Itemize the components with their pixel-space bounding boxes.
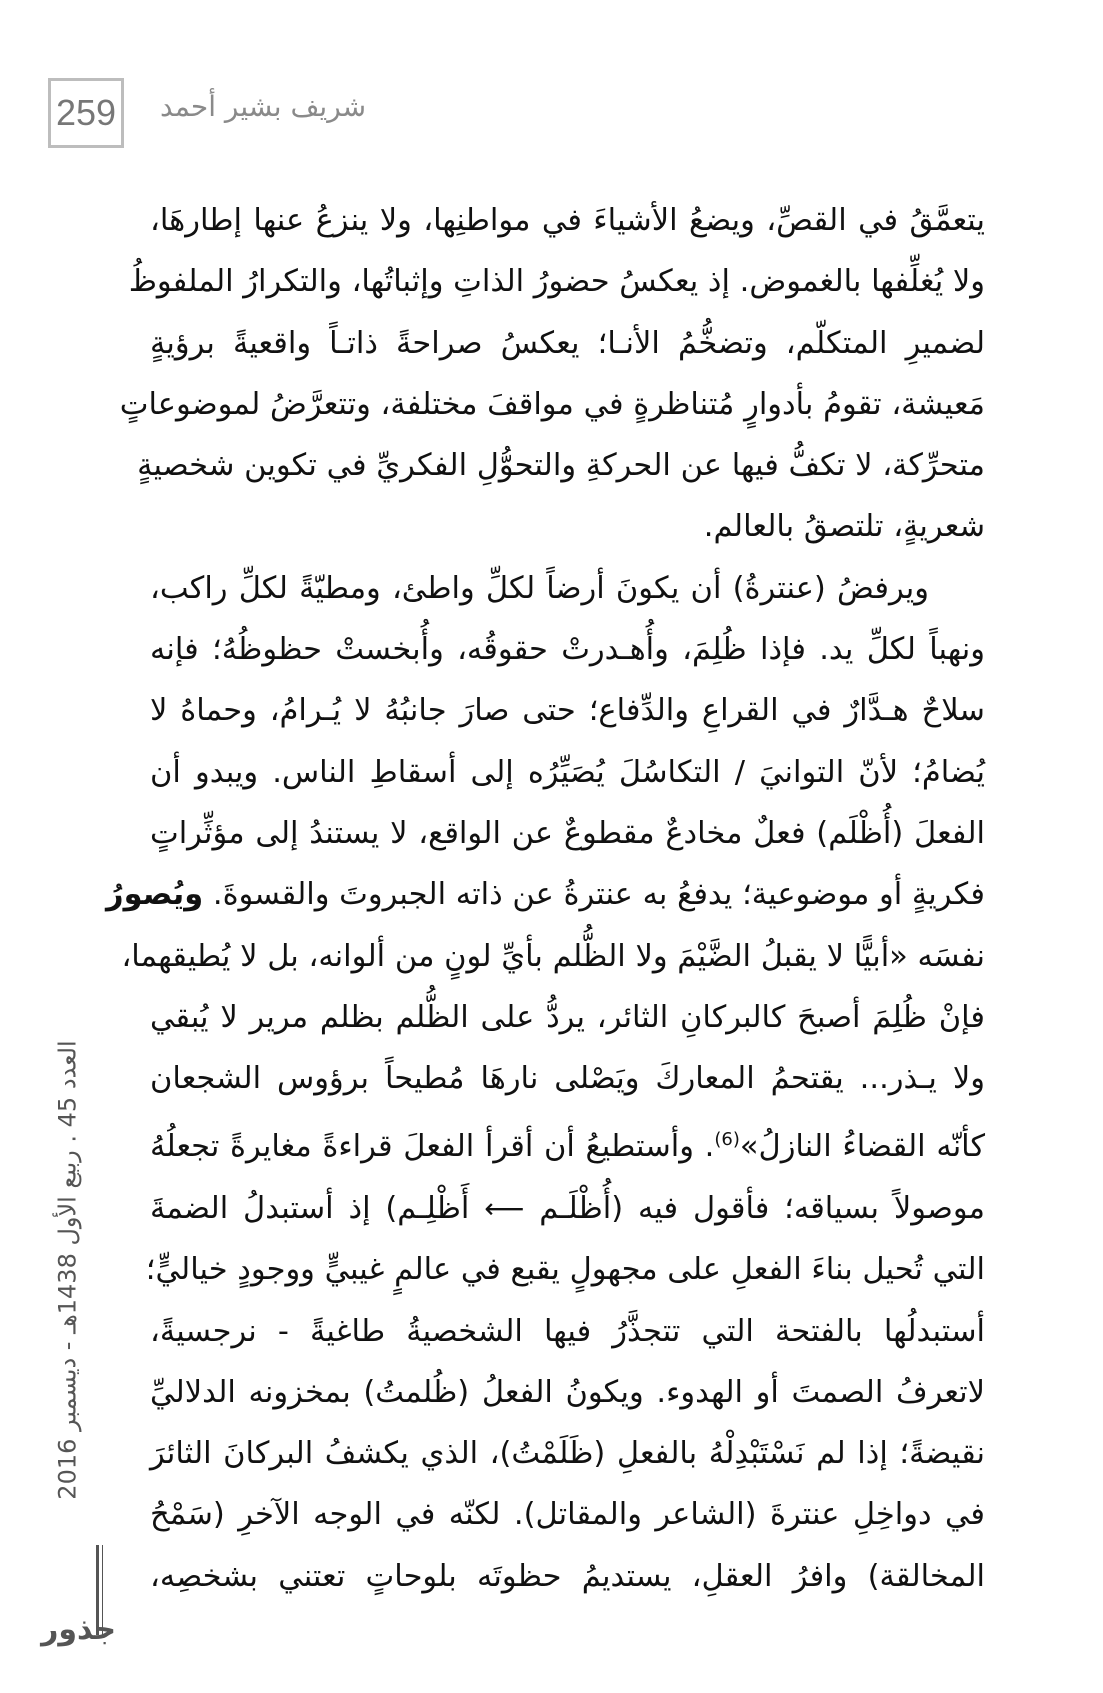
text-line: سلاحٌ هـدَّارٌ في القراعِ والدِّفاع؛ حتى صارَ جانبُهُ لا يُـرامُ، وحماهُ لا — [150, 693, 985, 729]
text-line — [150, 1109, 985, 1177]
text-line: أستبدلُها بالفتحة التي تتجذَّرُ فيها الشخصيةُ طاغيةً - نرجسيةً، — [150, 1313, 985, 1349]
text-segment: كأنّه القضاءُ النازلُ» — [739, 1129, 985, 1165]
text-line: ولا يـذر... يقتحمُ المعاركَ ويَصْلى نارهَا مُطيحاً برؤوس الشجعان — [150, 1061, 985, 1097]
text-line: لاتعرفُ الصمتَ أو الهدوء. ويكونُ الفعلُ (ظُلمتُ) بمخزونه الدلاليِّ — [150, 1374, 985, 1410]
text-line: ونهباً لكلِّ يد. فإذا ظُلِمَ، وأُهـدرتْ حقوقُه، وأُبخستْ حظوظُهُ؛ فإنه — [150, 632, 985, 668]
text-line — [150, 1178, 985, 1239]
text-segment: موصولاً بسياقه؛ فأقول فيه (أُظْلَـم — [539, 1190, 985, 1226]
text-line — [106, 864, 985, 925]
issue-info-text: العدد 45 . ربيع الأول 1438هـ - ديسمبر 2016 — [54, 1040, 82, 1500]
text-line: نفسَه «أبيًّا لا يقبلُ الضَّيْمَ ولا الظُّلم بأيِّ لونٍ من ألوانه، بل لا يُطيقهما، — [121, 938, 985, 974]
text-line: متحرِّكة، لا تكفُّ فيها عن الحركةِ والتحوُّلِ الفكريِّ في تكوين شخصيةٍ — [137, 448, 985, 484]
text-segment: أَظْلِـم) إذ أستبدلُ الضمةَ — [150, 1190, 470, 1226]
text-line: نقيضةً؛ إذا لم نَسْتَبْدِلْهُ بالفعلِ (ظَلَمْتُ)، الذي يكشفُ البركانَ الثائرَ — [150, 1436, 985, 1472]
page-number-box — [48, 78, 124, 148]
text-line: المخالقة) وافرُ العقلِ، يستديمُ حظوتَه بلوحاتٍ تعتني بشخصِه، — [150, 1558, 985, 1594]
text-line: الفعلَ (أُظْلَم) فعلٌ مخادعٌ مقطوعٌ عن الواقع، لا يستندُ إلى مؤثِّراتٍ — [150, 815, 985, 851]
text-segment: . وأستطيعُ أن أقرأ الفعلَ قراءةً مغايرةً تجعلُهُ — [150, 1129, 715, 1165]
issue-info — [48, 1000, 88, 1540]
footnote-ref: (6) — [714, 1129, 740, 1151]
text-line: التي تُحيل بناءَ الفعلِ على مجهولٍ يقبع في عالمٍ غيبيٍّ ووجودٍ خياليٍّ؛ — [145, 1252, 985, 1288]
text-line: فإنْ ظُلِمَ أصبحَ كالبركانِ الثائر، يردُّ على الظُّلم بظلم مرير لا يُبقي — [150, 999, 985, 1035]
text-line: مَعيشة، تقومُ بأدوارٍ مُتناظرةٍ في مواقفَ مختلفة، وتتعرَّضُ لموضوعاتٍ — [119, 386, 985, 422]
page-number: 259 — [55, 92, 117, 133]
author-name: شريف بشير أحمد — [160, 90, 367, 123]
paragraph-1 — [119, 190, 985, 558]
bold-phrase: ويُصورُ — [106, 877, 204, 913]
text-line: لضميرِ المتكلّم، وتضخُّمُ الأنـا؛ يعكسُ صراحةً ذاتـاً واقعيةً برؤيةٍ — [150, 325, 985, 361]
journal-logo: جذور — [41, 1612, 116, 1647]
arrow-icon: ⟵ — [484, 1191, 525, 1225]
paragraph-2 — [106, 558, 985, 1607]
text-segment: فكريةٍ أو موضوعية؛ يدفعُ به عنترةُ عن ذاته الجبروتَ والقسوةَ. — [212, 877, 985, 913]
text-line: ولا يُغلِّفها بالغموض. إذ يعكسُ حضورُ الذاتِ وإثباتُها، والتكرارُ الملفوظُ — [128, 264, 985, 300]
body-text — [106, 190, 985, 1607]
text-line: شعريةٍ، تلتصقُ بالعالم. — [703, 509, 985, 545]
text-line: يُضامُ؛ لأنّ التوانيَ / التكاسُلَ يُصَيِّرُه إلى أسقاطِ الناس. ويبدو أن — [150, 754, 985, 790]
text-line: في دواخِلِ عنترةَ (الشاعر والمقاتل). لكنّه في الوجه الآخرِ (سَمْحُ — [150, 1497, 985, 1533]
text-line: يتعمَّقُ في القصِّ، ويضعُ الأشياءَ في مواطنِها، ولا ينزعُ عنها إطارهَا، — [150, 203, 985, 238]
text-line: ويرفضُ (عنترةُ) أن يكونَ أرضاً لكلِّ واطئ، ومطيّةً لكلِّ راكب، — [150, 570, 929, 606]
